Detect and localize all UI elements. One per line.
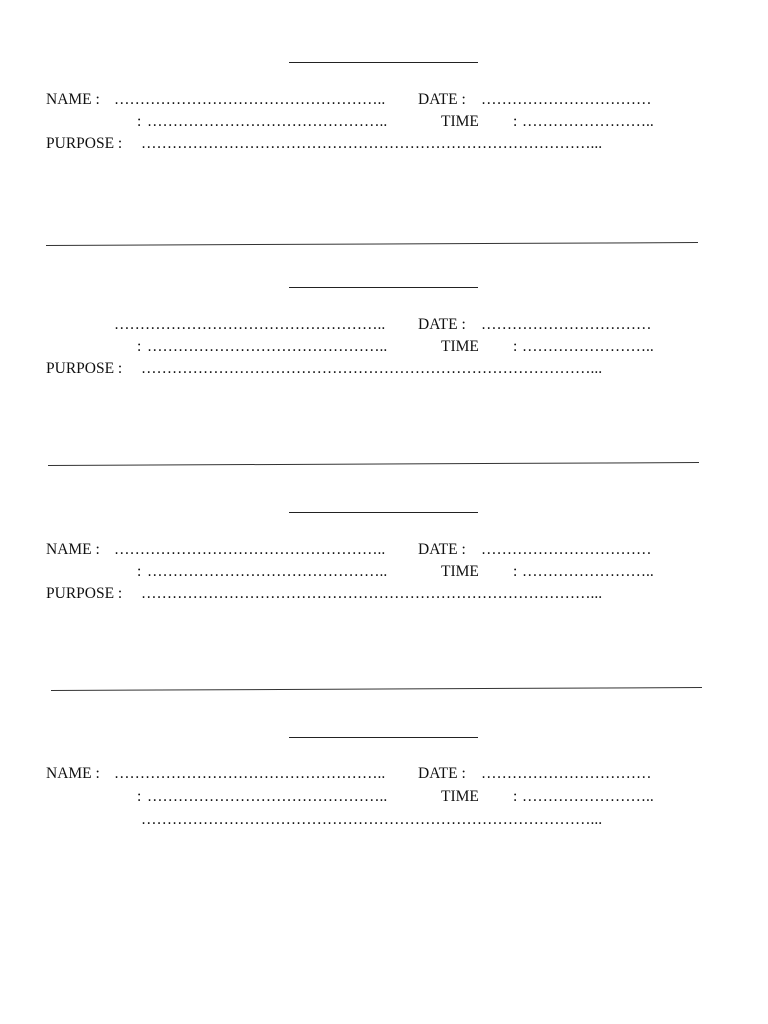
- purpose-blank[interactable]: ……………………………………………………………………………...: [141, 585, 603, 602]
- purpose-label: PURPOSE :: [46, 135, 123, 152]
- second-field-colon: :: [137, 338, 142, 355]
- name-blank[interactable]: ……………………………………………..: [114, 541, 386, 558]
- time-colon: :: [513, 113, 518, 130]
- purpose-label: PURPOSE :: [46, 360, 123, 377]
- time-blank[interactable]: ……………………..: [522, 338, 654, 355]
- title-underline: [289, 62, 478, 63]
- form-slip-4: [0, 737, 768, 962]
- name-blank[interactable]: ……………………………………………..: [114, 91, 386, 108]
- name-label: NAME :: [46, 91, 100, 108]
- name-label: NAME :: [46, 541, 100, 558]
- time-label: TIME: [441, 563, 479, 580]
- name-label: NAME :: [46, 765, 100, 782]
- second-field-blank[interactable]: ………………………………………..: [147, 338, 388, 355]
- purpose-label: PURPOSE :: [46, 585, 123, 602]
- date-blank[interactable]: ……………………………: [481, 316, 652, 333]
- second-field-blank[interactable]: ………………………………………..: [147, 563, 388, 580]
- date-blank[interactable]: ……………………………: [481, 91, 652, 108]
- date-label: DATE :: [418, 91, 466, 108]
- time-colon: :: [513, 788, 518, 805]
- form-slip-3: [0, 512, 768, 737]
- second-field-colon: :: [137, 788, 142, 805]
- date-label: DATE :: [418, 316, 466, 333]
- purpose-blank[interactable]: ……………………………………………………………………………...: [141, 811, 603, 828]
- time-blank[interactable]: ……………………..: [522, 113, 654, 130]
- date-blank[interactable]: ……………………………: [481, 765, 652, 782]
- purpose-blank[interactable]: ……………………………………………………………………………...: [141, 135, 603, 152]
- second-field-blank[interactable]: ………………………………………..: [147, 113, 388, 130]
- date-blank[interactable]: ……………………………: [481, 541, 652, 558]
- time-blank[interactable]: ……………………..: [522, 788, 654, 805]
- date-label: DATE :: [418, 765, 466, 782]
- time-label: TIME: [441, 113, 479, 130]
- second-field-blank[interactable]: ………………………………………..: [147, 788, 388, 805]
- time-label: TIME: [441, 338, 479, 355]
- time-blank[interactable]: ……………………..: [522, 563, 654, 580]
- second-field-colon: :: [137, 113, 142, 130]
- name-blank[interactable]: ……………………………………………..: [114, 765, 386, 782]
- form-slip-2: [0, 287, 768, 512]
- date-label: DATE :: [418, 541, 466, 558]
- name-blank[interactable]: ……………………………………………..: [114, 316, 386, 333]
- title-underline: [289, 512, 478, 513]
- time-colon: :: [513, 338, 518, 355]
- purpose-blank[interactable]: ……………………………………………………………………………...: [141, 360, 603, 377]
- second-field-colon: :: [137, 563, 142, 580]
- form-slip-1: [0, 62, 768, 287]
- time-colon: :: [513, 563, 518, 580]
- title-underline: [289, 737, 478, 738]
- title-underline: [289, 287, 478, 288]
- time-label: TIME: [441, 788, 479, 805]
